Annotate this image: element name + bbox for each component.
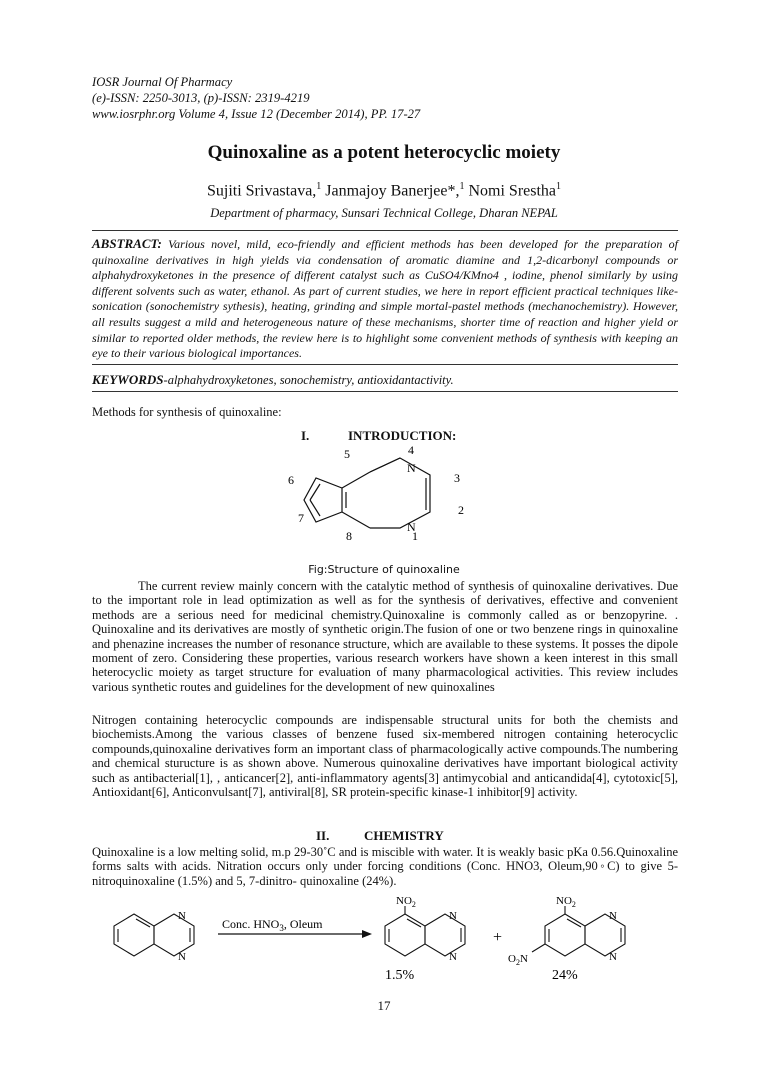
section-2-number: II. bbox=[316, 828, 330, 843]
position-label-7: 7 bbox=[298, 511, 304, 525]
affil-sup-1: 1 bbox=[316, 181, 322, 192]
section-1-number: I. bbox=[301, 428, 310, 443]
product1-n-bottom: N bbox=[449, 951, 457, 963]
intro-paragraph-2: Nitrogen containing heterocyclic compounds are indispensable structural units for both the chemists and biochemists.Among the various classes of benzene fused six-membered nitrogen containing heterocyclic compounds,quinoxaline derivatives form an important class of pharmacologically active compounds.The numbering and chemical sturucture is as shown above. Numerous quinoxaline derivatives have important biological activity such as antibacterial[1], , anticancer[2], anti-inflammatory agents[3] antimycobial and anticandida[4], cytotoxic[5], Antioxidant[6], Anticonvulsant[7], antiviral[8], SR protein-specific kinase-1 inhibitor[9] activity. bbox=[92, 713, 678, 800]
page-number: 17 bbox=[377, 998, 391, 1013]
quinoxaline-structure bbox=[280, 440, 480, 550]
section-2-heading: CHEMISTRY bbox=[364, 828, 444, 843]
affiliation: Department of pharmacy, Sunsari Technical College, Dharan NEPAL bbox=[210, 206, 558, 220]
figure-caption: Fig:Structure of quinoxaline bbox=[308, 563, 460, 576]
intro-paragraph-1: The current review mainly concern with the catalytic method of synthesis of quinoxaline derivatives. Due to the important role in lead optimization as well as for the synthesis of derivatives, effective and convenient methods are a serious need for medicinal chemistry.Quinoxaline is commonly called as or benzopyrine. . Quinoxaline and its derivatives are mostly of synthetic origin.The fusion of one or two benzene rings in quinoxaline and phenazine increases the number of resonance structure, which are available to these systems. It posses the dipole moment of zero. Considering these properties, various research workers have shown a keen interest in this small heterocyclic moiety as target structure for evaluation of many pharmacological activities. This review includes various synthetic routes and guidelines for the development of new quinoxalines bbox=[92, 579, 678, 694]
yield-2: 24% bbox=[552, 968, 578, 982]
journal-issn: (e)-ISSN: 2250-3013, (p)-ISSN: 2319-4219 bbox=[92, 91, 310, 105]
reactant-n-top: N bbox=[178, 910, 186, 922]
top-rule bbox=[92, 230, 678, 231]
product1-n-top: N bbox=[449, 910, 457, 922]
position-label-4: 4 bbox=[408, 443, 414, 457]
abstract-text: Various novel, mild, eco-friendly and efficient methods has been developed for the preparation of quinoxaline derivatives in high yields via condensation of aromatic diamine and 1,2-dicarbonyl compounds or alphahydroxyketones in the presence of different catalyst such as CuSO4/KMno4 , iodine, phenol similarly by using different solvents such as water, ethanol. As part of current studies, we here in report efficient practical techniques like- sonication (sonochemistry sythesis), heating, grinding and simple mortal-pastel methods (mechanochemistry). However, all results suggest a mild and heterogeneous nature of these mechanisms, shorter time of reaction and higher yield or similar to reported older methods, the review here is to highlight some convenient methods of synthesis with keeping an eye to their various biological importances. bbox=[92, 237, 678, 361]
keywords-rule bbox=[92, 391, 678, 392]
author-2: Janmajoy Banerjee*, bbox=[321, 182, 460, 200]
author-list bbox=[0, 181, 768, 200]
nitro-label-3: $O_2N$ bbox=[508, 953, 528, 967]
position-label-3: 3 bbox=[454, 471, 460, 485]
reactant-n-bottom: N bbox=[178, 951, 186, 963]
journal-name: IOSR Journal Of Pharmacy bbox=[92, 75, 233, 89]
keywords-label: KEYWORDS bbox=[92, 372, 164, 387]
affil-sup-2: 1 bbox=[459, 181, 465, 192]
journal-volume: www.iosrphr.org Volume 4, Issue 12 (December 2014), PP. 17-27 bbox=[92, 107, 421, 121]
section-1-heading: INTRODUCTION: bbox=[348, 428, 457, 443]
abstract-rule bbox=[92, 364, 678, 365]
reagent-label: Conc. $HNO_3$, Oleum bbox=[222, 917, 323, 933]
methods-line: Methods for synthesis of quinoxaline: bbox=[92, 405, 282, 419]
position-label-2: 2 bbox=[458, 503, 464, 517]
position-label-8: 8 bbox=[346, 529, 352, 543]
position-label-6: 6 bbox=[288, 473, 294, 487]
journal-header bbox=[92, 74, 692, 122]
keywords bbox=[92, 372, 678, 388]
n-atom-4: N bbox=[407, 461, 416, 475]
author-3: Nomi Srestha bbox=[464, 182, 557, 200]
nitro-label-1: $NO_2$ bbox=[396, 895, 416, 909]
nitro-label-2: $NO_2$ bbox=[556, 895, 576, 909]
n-atom-1: N bbox=[407, 520, 416, 534]
abstract bbox=[92, 236, 678, 362]
arrow-head bbox=[362, 930, 372, 938]
yield-1: 1.5% bbox=[385, 968, 415, 982]
author-1: Sujiti Srivastava, bbox=[206, 182, 317, 200]
paper-title: Quinoxaline as a potent heterocyclic moiety bbox=[207, 142, 561, 163]
chemistry-paragraph: Quinoxaline is a low melting solid, m.p 29-30˚C and is miscible with water. It is weakly basic pKa 0.56.Quinoxaline forms salts with acids. Nitration occurs only under forcing conditions (Conc. HNO3, Oleum,90◦C) to give 5-nitroquinoxaline (1.5%) and 5, 7-dinitro- quinoxaline (24%). bbox=[92, 845, 678, 888]
abstract-label: ABSTRACT: bbox=[92, 236, 162, 251]
nitration-scheme bbox=[100, 892, 660, 982]
affil-sup-3: 1 bbox=[556, 181, 562, 192]
product2-n-top: N bbox=[609, 910, 617, 922]
plus-sign: + bbox=[493, 929, 503, 946]
position-label-1: 1 bbox=[412, 529, 418, 543]
keywords-text: -alphahydroxyketones, sonochemistry, antioxidantactivity. bbox=[163, 373, 454, 387]
product2-n-bottom: N bbox=[609, 951, 617, 963]
position-label-5: 5 bbox=[344, 447, 350, 461]
